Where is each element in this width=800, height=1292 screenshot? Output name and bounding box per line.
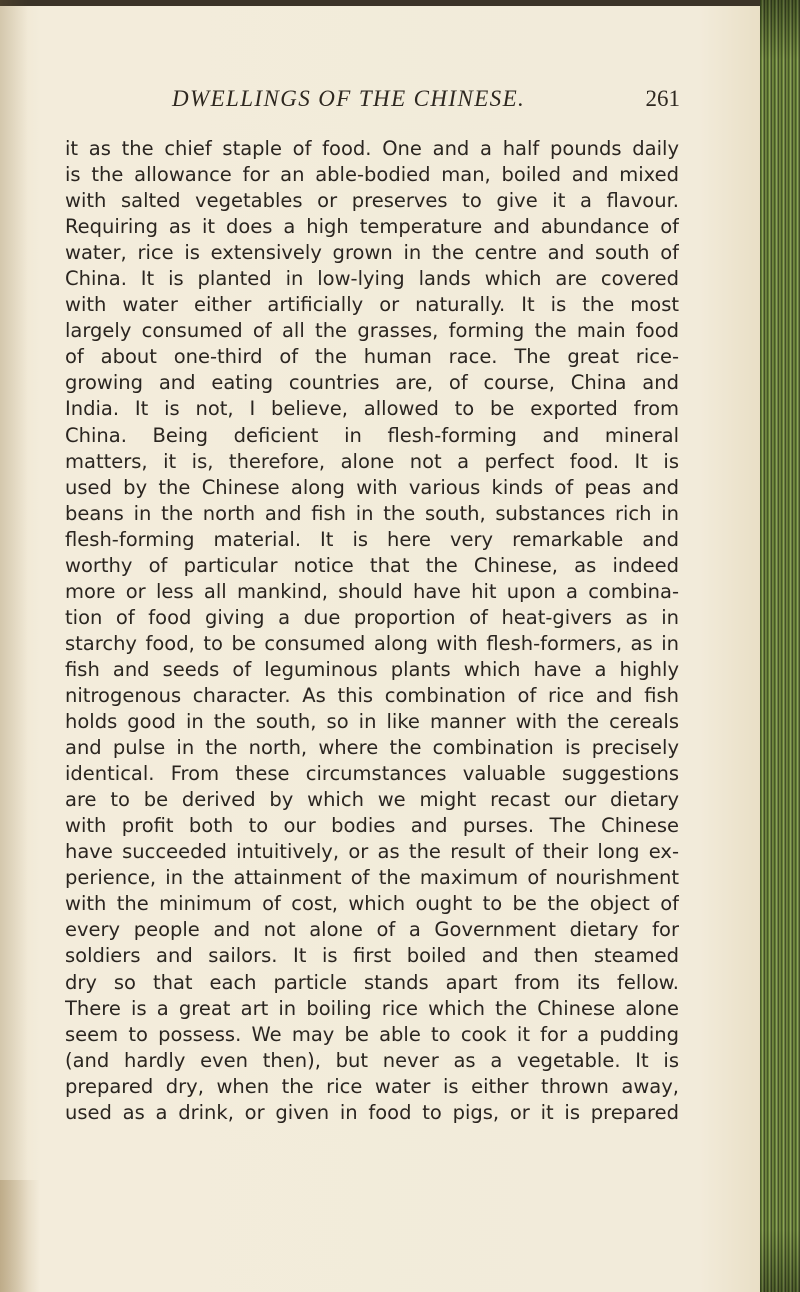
- text-line: starchy food, to be consumed along with flesh-formers, as in: [65, 631, 679, 655]
- text-line: flesh-forming material. It is here very remarkable and: [65, 527, 679, 551]
- text-line: with salted vegetables or preserves to give it a flavour.: [65, 189, 679, 213]
- text-line: are to be derived by which we might recast our dietary: [65, 788, 679, 812]
- body-text: [65, 136, 679, 1126]
- page-header: [172, 86, 680, 120]
- text-line: soldiers and sailors. It is first boiled and then steamed: [65, 944, 679, 968]
- text-line: matters, it is, therefore, alone not a perfect food. It is: [65, 449, 679, 473]
- text-line: prepared dry, when the rice water is either thrown away,: [65, 1074, 679, 1098]
- text-line: used by the Chinese along with various kinds of peas and: [65, 475, 679, 499]
- text-line: worthy of particular notice that the Chinese, as indeed: [65, 553, 679, 577]
- text-line: dry so that each particle stands apart from its fellow.: [65, 970, 679, 994]
- text-line: beans in the north and fish in the south, substances rich in: [65, 501, 679, 525]
- corner-shadow: [0, 1180, 40, 1292]
- text-line: is the allowance for an able-bodied man, boiled and mixed: [65, 163, 679, 187]
- text-line: every people and not alone of a Government dietary for: [65, 918, 679, 942]
- text-line: have succeeded intuitively, or as the result of their long ex-: [65, 840, 679, 864]
- text-line: holds good in the south, so in like manner with the cereals: [65, 710, 679, 734]
- running-head: DWELLINGS OF THE CHINESE.: [172, 86, 526, 111]
- text-line: (and hardly even then), but never as a vegetable. It is: [65, 1048, 679, 1072]
- gutter-shadow: [0, 0, 28, 1292]
- text-line: perience, in the attainment of the maximum of nourishment: [65, 866, 679, 890]
- text-line: more or less all mankind, should have hit upon a combina-: [65, 579, 679, 603]
- text-line: largely consumed of all the grasses, forming the main food: [65, 319, 679, 343]
- text-line: used as a drink, or given in food to pigs, or it is prepared: [65, 1100, 679, 1124]
- text-line: growing and eating countries are, of course, China and: [65, 371, 679, 395]
- text-line: fish and seeds of leguminous plants which have a highly: [65, 657, 679, 681]
- page-top-edge: [0, 0, 800, 6]
- text-line: China. It is planted in low-lying lands which are covered: [65, 267, 679, 291]
- text-line: it as the chief staple of food. One and a half pounds daily: [65, 137, 679, 160]
- text-line: China. Being deficient in flesh-forming and mineral: [65, 423, 679, 447]
- text-line: and pulse in the north, where the combination is precisely: [65, 736, 679, 760]
- text-line: seem to possess. We may be able to cook it for a pudding: [65, 1022, 679, 1046]
- text-line: tion of food giving a due proportion of heat-givers as in: [65, 605, 679, 629]
- page-number: 261: [645, 86, 680, 111]
- text-line: India. It is not, I believe, allowed to be exported from: [65, 397, 679, 421]
- text-line: identical. From these circumstances valuable suggestions: [65, 762, 679, 786]
- text-line: Requiring as it does a high temperature and abundance of: [65, 215, 679, 239]
- text-line: with the minimum of cost, which ought to be the object of: [65, 892, 679, 916]
- text-line: nitrogenous character. As this combination of rice and fish: [65, 683, 679, 707]
- text-line: with water either artificially or naturally. It is the most: [65, 293, 679, 317]
- text-line: with profit both to our bodies and purses. The Chinese: [65, 814, 679, 838]
- text-line: There is a great art in boiling rice which the Chinese alone: [65, 996, 679, 1020]
- book-fore-edge-shade: [760, 0, 800, 1292]
- text-line: of about one-third of the human race. The great rice-: [65, 345, 679, 369]
- text-line: water, rice is extensively grown in the centre and south of: [65, 241, 679, 265]
